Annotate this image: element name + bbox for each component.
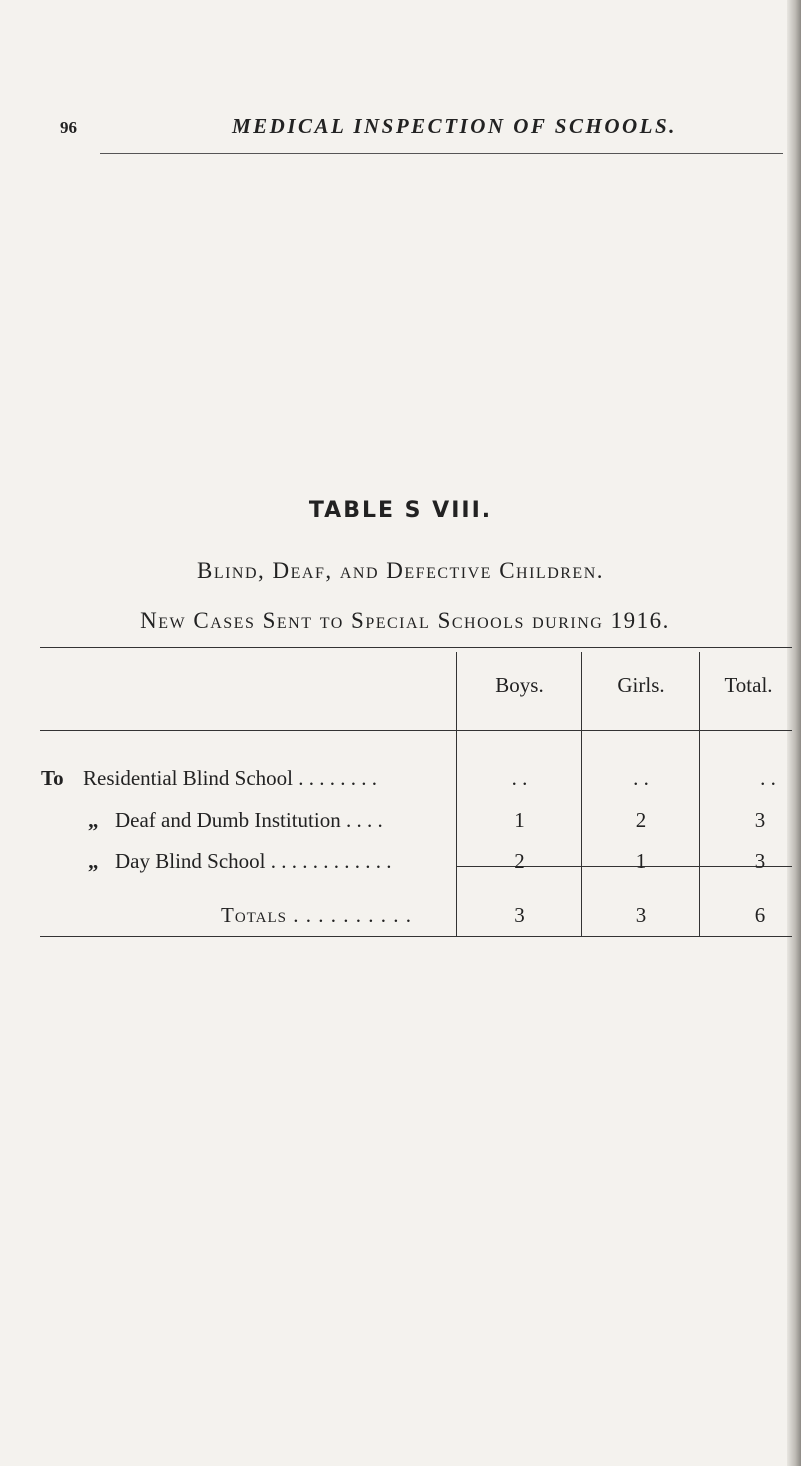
- totals-label: Totals . . . . . . . . . .: [221, 903, 412, 927]
- cell-boys: 1: [514, 808, 525, 832]
- page-edge-shadow: [787, 0, 801, 1466]
- column-divider-1: [456, 652, 457, 936]
- total-girls: 3: [635, 903, 647, 927]
- cell-girls: . .: [633, 766, 649, 790]
- header-bottom-rule: [40, 730, 792, 731]
- cell-total: 3: [754, 849, 766, 873]
- table-subtitle-primary: Blind, Deaf, and Defective Children.: [196, 558, 604, 583]
- row-label: Residential Blind School . . . . . . . .: [83, 766, 377, 790]
- row-prefix: „: [88, 808, 99, 832]
- column-header-girls: Girls.: [617, 673, 665, 697]
- total-boys: 3: [514, 903, 525, 927]
- column-divider-3: [699, 652, 700, 936]
- row-prefix: „: [88, 849, 99, 873]
- total-total: 6: [754, 903, 766, 927]
- table-top-rule: [40, 647, 792, 648]
- running-head: MEDICAL INSPECTION OF SCHOOLS.: [232, 114, 677, 138]
- row-label: Deaf and Dumb Institution . . . .: [115, 808, 383, 832]
- column-header-total: Total.: [724, 673, 773, 697]
- header-rule: [100, 153, 783, 154]
- row-label: Day Blind School . . . . . . . . . . . .: [115, 849, 392, 873]
- cell-boys: 2: [514, 849, 525, 873]
- cell-girls: 2: [635, 808, 647, 832]
- table-title: TABLE S VIII.: [308, 498, 493, 523]
- page-number: 96: [60, 118, 77, 137]
- table-subtitle-secondary: New Cases Sent to Special Schools during 1916.: [140, 608, 670, 633]
- cell-total: 3: [754, 808, 766, 832]
- table-bottom-rule: [40, 936, 792, 937]
- row-prefix: To: [41, 766, 64, 790]
- cell-total: . .: [760, 766, 776, 790]
- column-divider-2: [581, 652, 582, 936]
- cell-boys: . .: [511, 766, 528, 790]
- cell-girls: 1: [635, 849, 647, 873]
- column-header-boys: Boys.: [495, 673, 544, 697]
